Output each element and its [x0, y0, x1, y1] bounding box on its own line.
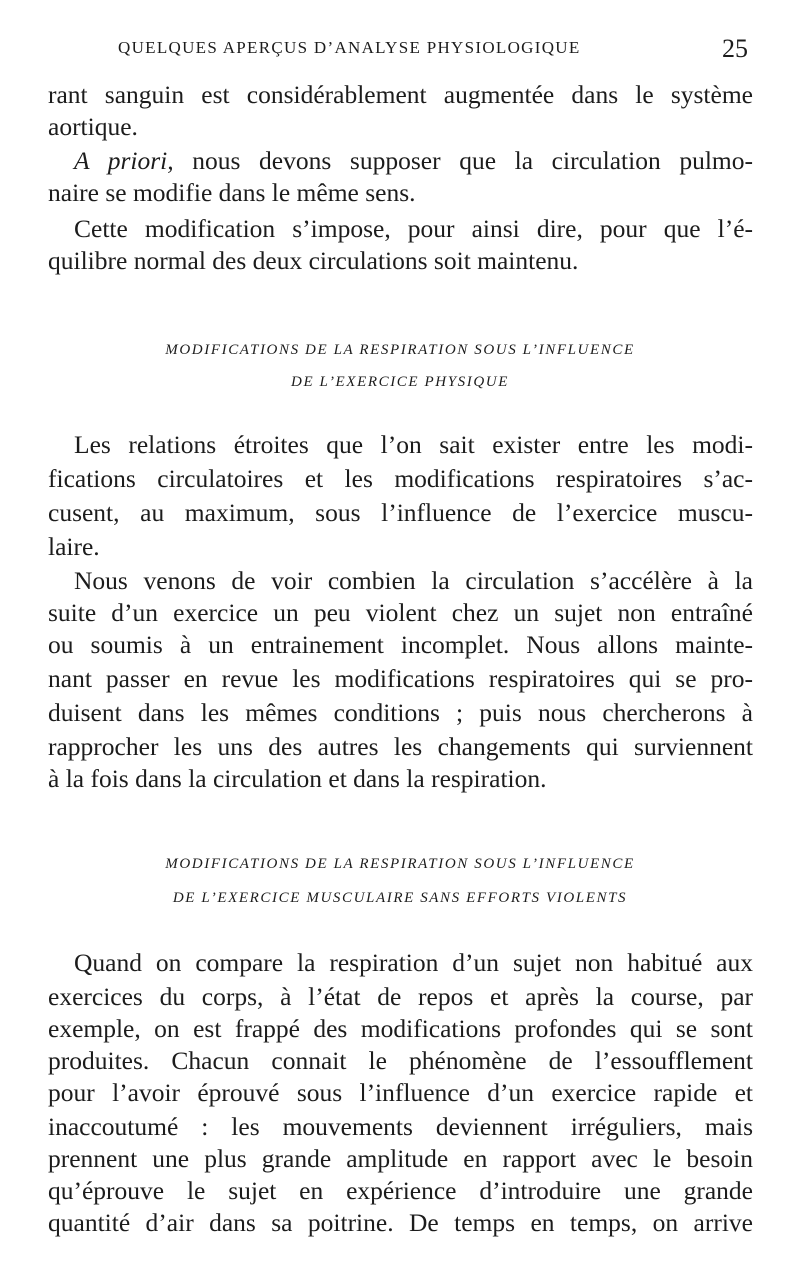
text-span: nous devons supposer que la circulation pulmo-: [173, 146, 753, 175]
text-line: ou soumis à un entrainement incomplet. Nous allons mainte-: [48, 630, 753, 659]
text-line: Cette modification s’impose, pour ainsi dire, pour que l’é-: [74, 214, 753, 243]
text-line: Nous venons de voir combien la circulation s’accélère à la: [74, 566, 753, 595]
italic-lead: A priori,: [74, 146, 174, 175]
text-line: inaccoutumé : les mouvements deviennent irréguliers, mais: [48, 1112, 753, 1141]
text-line: cusent, au maximum, sous l’influence de l’exercice muscu-: [48, 498, 753, 527]
page-number: 25: [722, 34, 748, 63]
running-head-title: QUELQUES APERÇUS D’ANALYSE PHYSIOLOGIQUE: [118, 38, 581, 57]
text-line: exercices du corps, à l’état de repos et après la course, par: [48, 982, 753, 1011]
text-line: prennent une plus grande amplitude en rapport avec le besoin: [48, 1144, 753, 1173]
text-line: suite d’un exercice un peu violent chez un sujet non entraîné: [48, 598, 753, 627]
running-head: [0, 34, 800, 74]
text-line: rant sanguin est considérablement augmentée dans le système: [48, 80, 753, 109]
text-line: fications circulatoires et les modifications respiratoires s’ac-: [48, 464, 753, 493]
text-line: exemple, on est frappé des modifications profondes qui se sont: [48, 1014, 753, 1043]
section-heading-line: MODIFICATIONS DE LA RESPIRATION SOUS L’INFLUENCE: [165, 342, 635, 358]
text-line: nant passer en revue les modifications respiratoires qui se pro-: [48, 664, 753, 693]
text-line: quilibre normal des deux circulations soit maintenu.: [48, 246, 579, 275]
text-line: pour l’avoir éprouvé sous l’influence d’un exercice rapide et: [48, 1078, 753, 1107]
text-line: duisent dans les mêmes conditions ; puis nous chercherons à: [48, 698, 753, 727]
text-line: à la fois dans la circulation et dans la respiration.: [48, 764, 547, 793]
text-line: produites. Chacun connait le phénomène de l’essoufflement: [48, 1046, 753, 1075]
text-line: laire.: [48, 532, 100, 561]
text-line: rapprocher les uns des autres les changements qui surviennent: [48, 732, 753, 761]
section-heading-line: DE L’EXERCICE PHYSIQUE: [291, 374, 509, 390]
text-line: naire se modifie dans le même sens.: [48, 178, 416, 207]
section-heading-line: DE L’EXERCICE MUSCULAIRE SANS EFFORTS VIOLENTS: [172, 890, 628, 906]
text-line: [74, 146, 753, 176]
section-heading-line: MODIFICATIONS DE LA RESPIRATION SOUS L’INFLUENCE: [165, 856, 635, 872]
text-line: aortique.: [48, 112, 138, 141]
text-line: quantité d’air dans sa poitrine. De temps en temps, on arrive: [48, 1208, 753, 1237]
text-line: qu’éprouve le sujet en expérience d’introduire une grande: [48, 1176, 753, 1205]
text-line: Les relations étroites que l’on sait exister entre les modi-: [74, 430, 753, 459]
text-line: Quand on compare la respiration d’un sujet non habitué aux: [74, 948, 753, 977]
